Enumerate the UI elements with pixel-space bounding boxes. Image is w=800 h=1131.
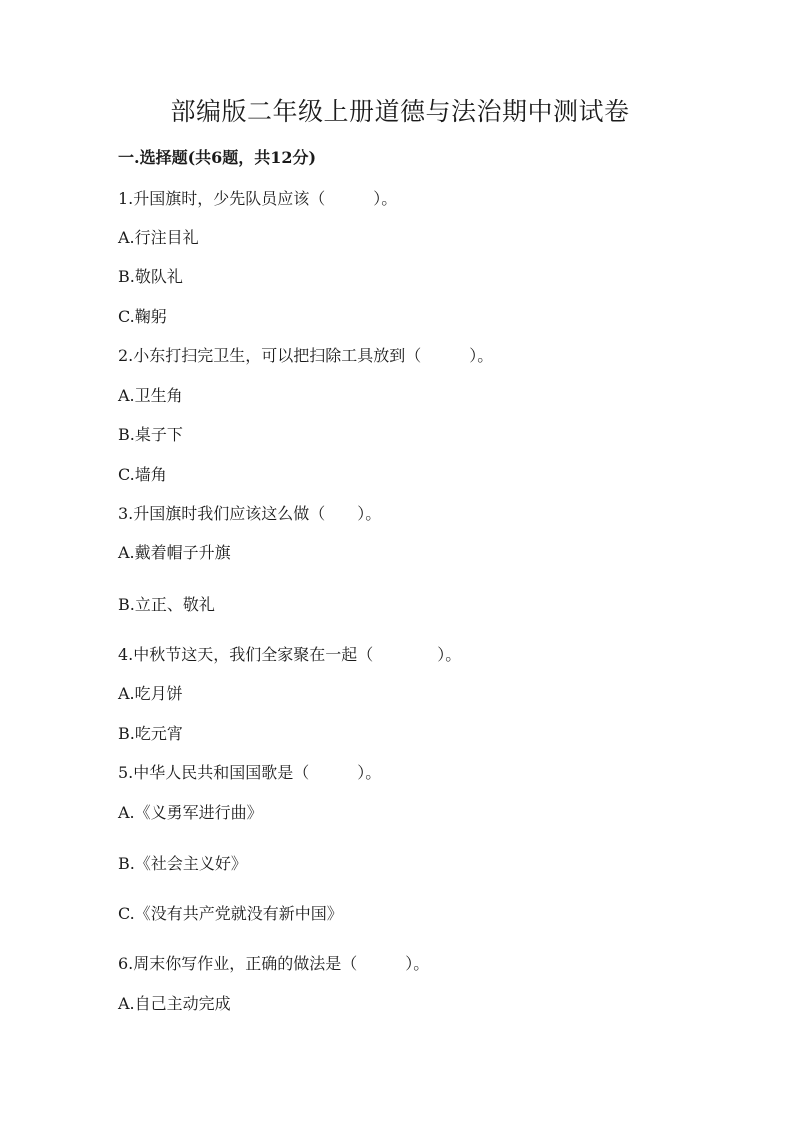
question-1-option-a: A.行注目礼 (118, 228, 199, 247)
question-2-stem: 2.小东打扫完卫生，可以把扫除工具放到（ ）。 (118, 346, 494, 365)
question-4-stem: 4.中秋节这天，我们全家聚在一起（ ）。 (118, 645, 462, 664)
question-6-stem: 6.周末你写作业，正确的做法是（ ）。 (118, 954, 430, 973)
section-heading: 一.选择题(共6题，共12分) (118, 148, 317, 167)
question-4-option-a: A.吃月饼 (118, 684, 183, 703)
question-3-option-b: B.立正、敬礼 (118, 595, 215, 614)
question-1-stem: 1.升国旗时，少先队员应该（ ）。 (118, 189, 398, 208)
question-6-option-a: A.自己主动完成 (118, 994, 231, 1013)
question-2-option-a: A.卫生角 (118, 386, 183, 405)
question-3-stem: 3.升国旗时我们应该这么做（ ）。 (118, 504, 382, 523)
question-1-option-c: C.鞠躬 (118, 307, 167, 326)
page-title: 部编版二年级上册道德与法治期中测试卷 (170, 97, 630, 126)
question-5-stem: 5.中华人民共和国国歌是（ ）。 (118, 763, 382, 782)
question-5-option-a: A.《义勇军进行曲》 (118, 803, 263, 822)
question-3-option-a: A.戴着帽子升旗 (118, 543, 231, 562)
question-5-option-c: C.《没有共产党就没有新中国》 (118, 904, 343, 923)
question-4-option-b: B.吃元宵 (118, 724, 183, 743)
question-2-option-c: C.墙角 (118, 465, 167, 484)
question-5-option-b: B.《社会主义好》 (118, 854, 247, 873)
question-2-option-b: B.桌子下 (118, 425, 183, 444)
question-1-option-b: B.敬队礼 (118, 267, 183, 286)
